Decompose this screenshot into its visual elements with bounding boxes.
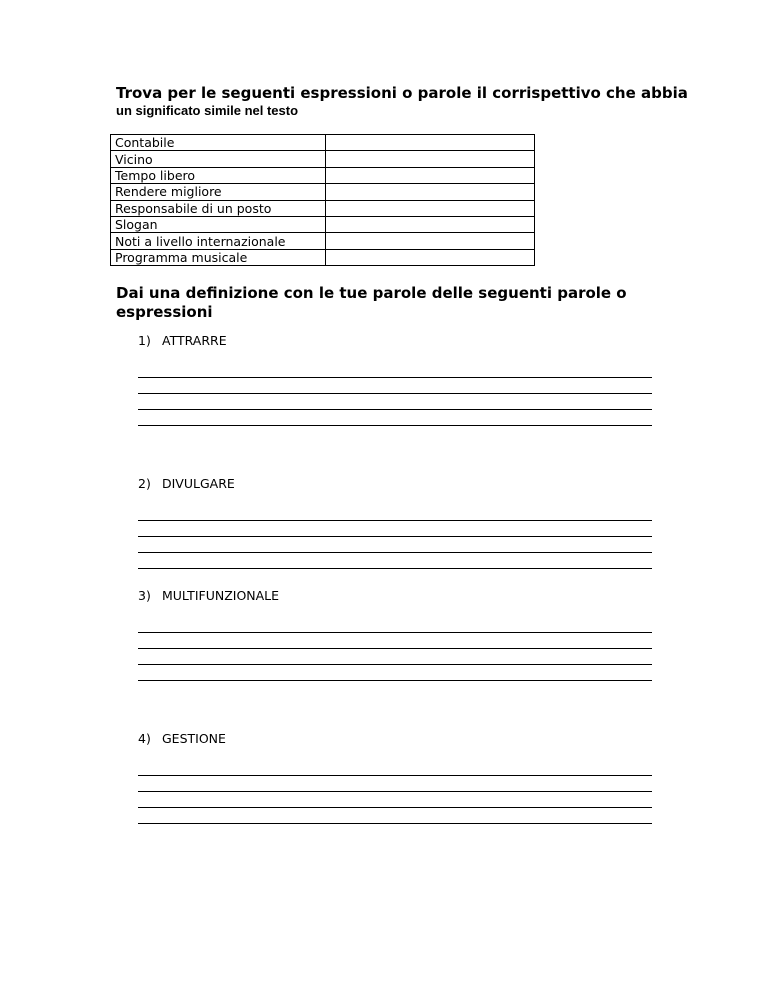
answer-line[interactable] xyxy=(138,775,652,776)
definition-label xyxy=(138,332,652,350)
table-row xyxy=(111,135,535,151)
table-row xyxy=(111,151,535,167)
table-row xyxy=(111,233,535,249)
answer-cell[interactable] xyxy=(326,184,535,200)
table-row xyxy=(111,167,535,183)
term-cell: Vicino xyxy=(111,151,326,167)
definition-item xyxy=(138,475,652,575)
term-cell: Programma musicale xyxy=(111,249,326,265)
term-cell: Responsabile di un posto xyxy=(111,200,326,216)
table-row xyxy=(111,216,535,232)
answer-line[interactable] xyxy=(138,425,652,426)
item-number: 1) xyxy=(138,333,151,348)
answer-line[interactable] xyxy=(138,552,652,553)
answer-cell[interactable] xyxy=(326,233,535,249)
answer-cell[interactable] xyxy=(326,151,535,167)
definition-label xyxy=(138,475,652,493)
answer-cell[interactable] xyxy=(326,200,535,216)
item-number: 4) xyxy=(138,731,151,746)
definition-label xyxy=(138,730,652,748)
answer-line[interactable] xyxy=(138,377,652,378)
term-cell: Slogan xyxy=(111,216,326,232)
answer-line[interactable] xyxy=(138,568,652,569)
answer-line[interactable] xyxy=(138,680,652,681)
answer-line[interactable] xyxy=(138,393,652,394)
item-number: 2) xyxy=(138,476,151,491)
exercise-2-title: Dai una definizione con le tue parole delle seguenti parole o espressioni xyxy=(116,284,627,321)
answer-cell[interactable] xyxy=(326,216,535,232)
answer-line[interactable] xyxy=(138,536,652,537)
definition-item xyxy=(138,587,652,687)
answer-line[interactable] xyxy=(138,823,652,824)
item-word: ATTRARRE xyxy=(162,333,227,348)
item-word: MULTIFUNZIONALE xyxy=(162,588,280,603)
answer-line[interactable] xyxy=(138,807,652,808)
answer-line[interactable] xyxy=(138,632,652,633)
answer-line[interactable] xyxy=(138,520,652,521)
answer-line[interactable] xyxy=(138,409,652,410)
table-row xyxy=(111,200,535,216)
term-cell: Tempo libero xyxy=(111,167,326,183)
answer-cell[interactable] xyxy=(326,167,535,183)
answer-line[interactable] xyxy=(138,791,652,792)
answer-cell[interactable] xyxy=(326,135,535,151)
answer-cell[interactable] xyxy=(326,249,535,265)
term-cell: Noti a livello internazionale xyxy=(111,233,326,249)
answer-line[interactable] xyxy=(138,664,652,665)
term-cell: Contabile xyxy=(111,135,326,151)
table-row xyxy=(111,184,535,200)
definition-item xyxy=(138,730,652,830)
table-row xyxy=(111,249,535,265)
answer-line[interactable] xyxy=(138,648,652,649)
item-word: GESTIONE xyxy=(162,731,226,746)
term-cell: Rendere migliore xyxy=(111,184,326,200)
exercise-1-subtitle: un significato simile nel testo xyxy=(116,103,299,118)
definition-item xyxy=(138,332,652,432)
item-word: DIVULGARE xyxy=(162,476,235,491)
definition-label xyxy=(138,587,652,605)
matching-table xyxy=(110,134,535,266)
exercise-1-title: Trova per le seguenti espressioni o parole il corrispettivo che abbia xyxy=(116,84,688,102)
item-number: 3) xyxy=(138,588,151,603)
